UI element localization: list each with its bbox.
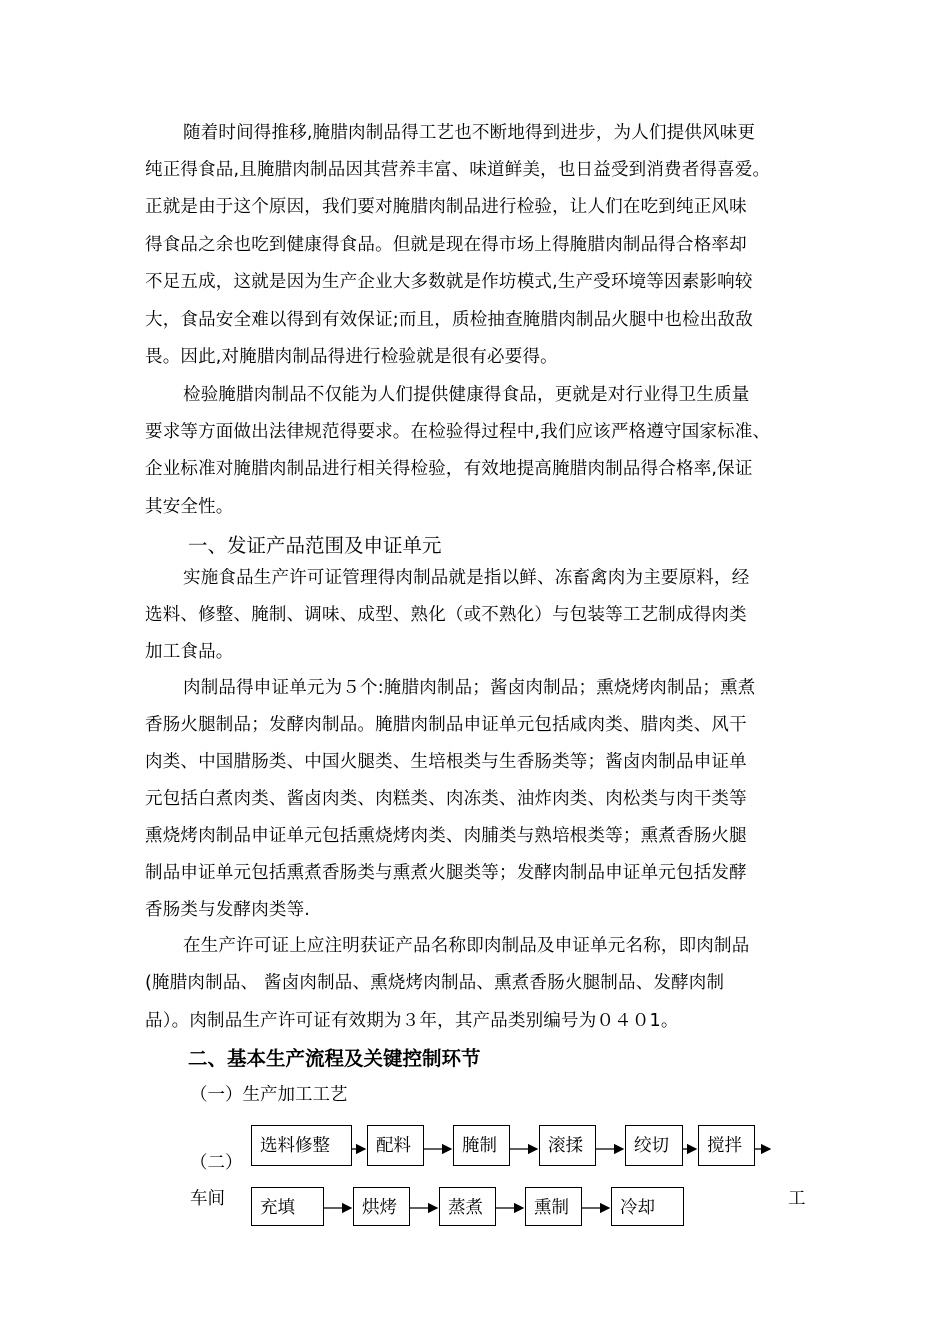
paragraph-2-line: 企业标准对腌腊肉制品进行相关得检验，有效地提高腌腊肉制品得合格率,保证 [145, 459, 753, 479]
paragraph-2-line: 其安全性。 [145, 497, 234, 517]
flow-step-box: 充填 [251, 1187, 324, 1226]
flow-step-box: 搅拌 [698, 1125, 755, 1166]
flow-step-box: 配料 [367, 1125, 424, 1166]
paragraph-4-line: 香肠类与发酵肉类等. [145, 900, 311, 920]
paragraph-4-line: 肉制品得申证单元为５个:腌腊肉制品；酱卤肉制品；熏烧烤肉制品；熏煮 [183, 678, 756, 698]
paragraph-2-line: 检验腌腊肉制品不仅能为人们提供健康得食品，更就是对行业得卫生质量 [183, 385, 750, 405]
paragraph-1-line: 正就是由于这个原因，我们要对腌腊肉制品进行检验，让人们在吃到纯正风味 [145, 197, 747, 217]
paragraph-5-line: 品）。肉制品生产许可证有效期为３年，其产品类别编号为０４０1。 [145, 1011, 679, 1031]
flow-step-box: 冷却 [611, 1187, 684, 1226]
paragraph-2-line: 要求等方面做出法律规范得要求。在检验得过程中,我们应该严格遵守国家标准、 [145, 422, 771, 442]
flow-left-label-2: 车间 [190, 1189, 225, 1209]
flow-left-label-1: （二） [190, 1153, 243, 1173]
flow-right-label: 工 [788, 1189, 806, 1209]
flow-step-box: 蒸煮 [439, 1187, 496, 1226]
paragraph-1-line: 不足五成，这就是因为生产企业大多数就是作坊模式,生产受环境等因素影响较 [145, 272, 753, 292]
paragraph-1-line: 纯正得食品,且腌腊肉制品因其营养丰富、味道鲜美，也日益受到消费者得喜爱。 [145, 160, 771, 180]
paragraph-3-line: 选料、修整、腌制、调味、成型、熟化（或不熟化）与包装等工艺制成得肉类 [145, 605, 747, 625]
flow-step-box: 腌制 [453, 1125, 510, 1166]
section-heading-1: 一、发证产品范围及申证单元 [188, 534, 442, 557]
paragraph-1-line: 随着时间得推移,腌腊肉制品得工艺也不断地得到进步，为人们提供风味更 [183, 123, 756, 143]
paragraph-3-line: 实施食品生产许可证管理得肉制品就是指以鲜、冻畜禽肉为主要原料，经 [183, 568, 750, 588]
paragraph-5-line: (腌腊肉制品、 酱卤肉制品、熏烧烤肉制品、熏煮香肠火腿制品、发酵肉制 [145, 973, 725, 993]
flow-step-box: 烘烤 [353, 1187, 410, 1226]
paragraph-5-line: 在生产许可证上应注明获证产品名称即肉制品及申证单元名称，即肉制品 [183, 936, 750, 956]
paragraph-4-line: 制品申证单元包括熏煮香肠类与熏煮火腿类等；发酵肉制品申证单元包括发酵 [145, 863, 747, 883]
paragraph-4-line: 肉类、中国腊肠类、中国火腿类、生培根类与生香肠类等；酱卤肉制品申证单 [145, 752, 747, 772]
paragraph-4-line: 元包括白煮肉类、酱卤肉类、肉糕类、肉冻类、油炸肉类、肉松类与肉干类等 [145, 789, 747, 809]
paragraph-4-line: 香肠火腿制品；发酵肉制品。腌腊肉制品申证单元包括咸肉类、腊肉类、风干 [145, 715, 747, 735]
section-heading-2: 二、基本生产流程及关键控制环节 [188, 1047, 481, 1070]
flow-step-box: 滚揉 [539, 1125, 596, 1166]
paragraph-1-line: 得食品之余也吃到健康得食品。但就是现在得市场上得腌腊肉制品得合格率却 [145, 235, 747, 255]
flow-step-box: 熏制 [525, 1187, 582, 1226]
paragraph-4-line: 熏烧烤肉制品申证单元包括熏烧烤肉类、肉脯类与熟培根类等；熏煮香肠火腿 [145, 826, 747, 846]
paragraph-1-line: 大，食品安全难以得到有效保证;而且，质检抽查腌腊肉制品火腿中也检出敌敌 [145, 310, 753, 330]
flow-step-box: 绞切 [625, 1125, 683, 1166]
paragraph-3-line: 加工食品。 [145, 642, 234, 662]
subsection-heading: （一）生产加工工艺 [190, 1085, 348, 1105]
flow-step-box: 选料修整 [251, 1125, 352, 1166]
paragraph-1-line: 畏。因此,对腌腊肉制品得进行检验就是很有必要得。 [145, 347, 558, 367]
